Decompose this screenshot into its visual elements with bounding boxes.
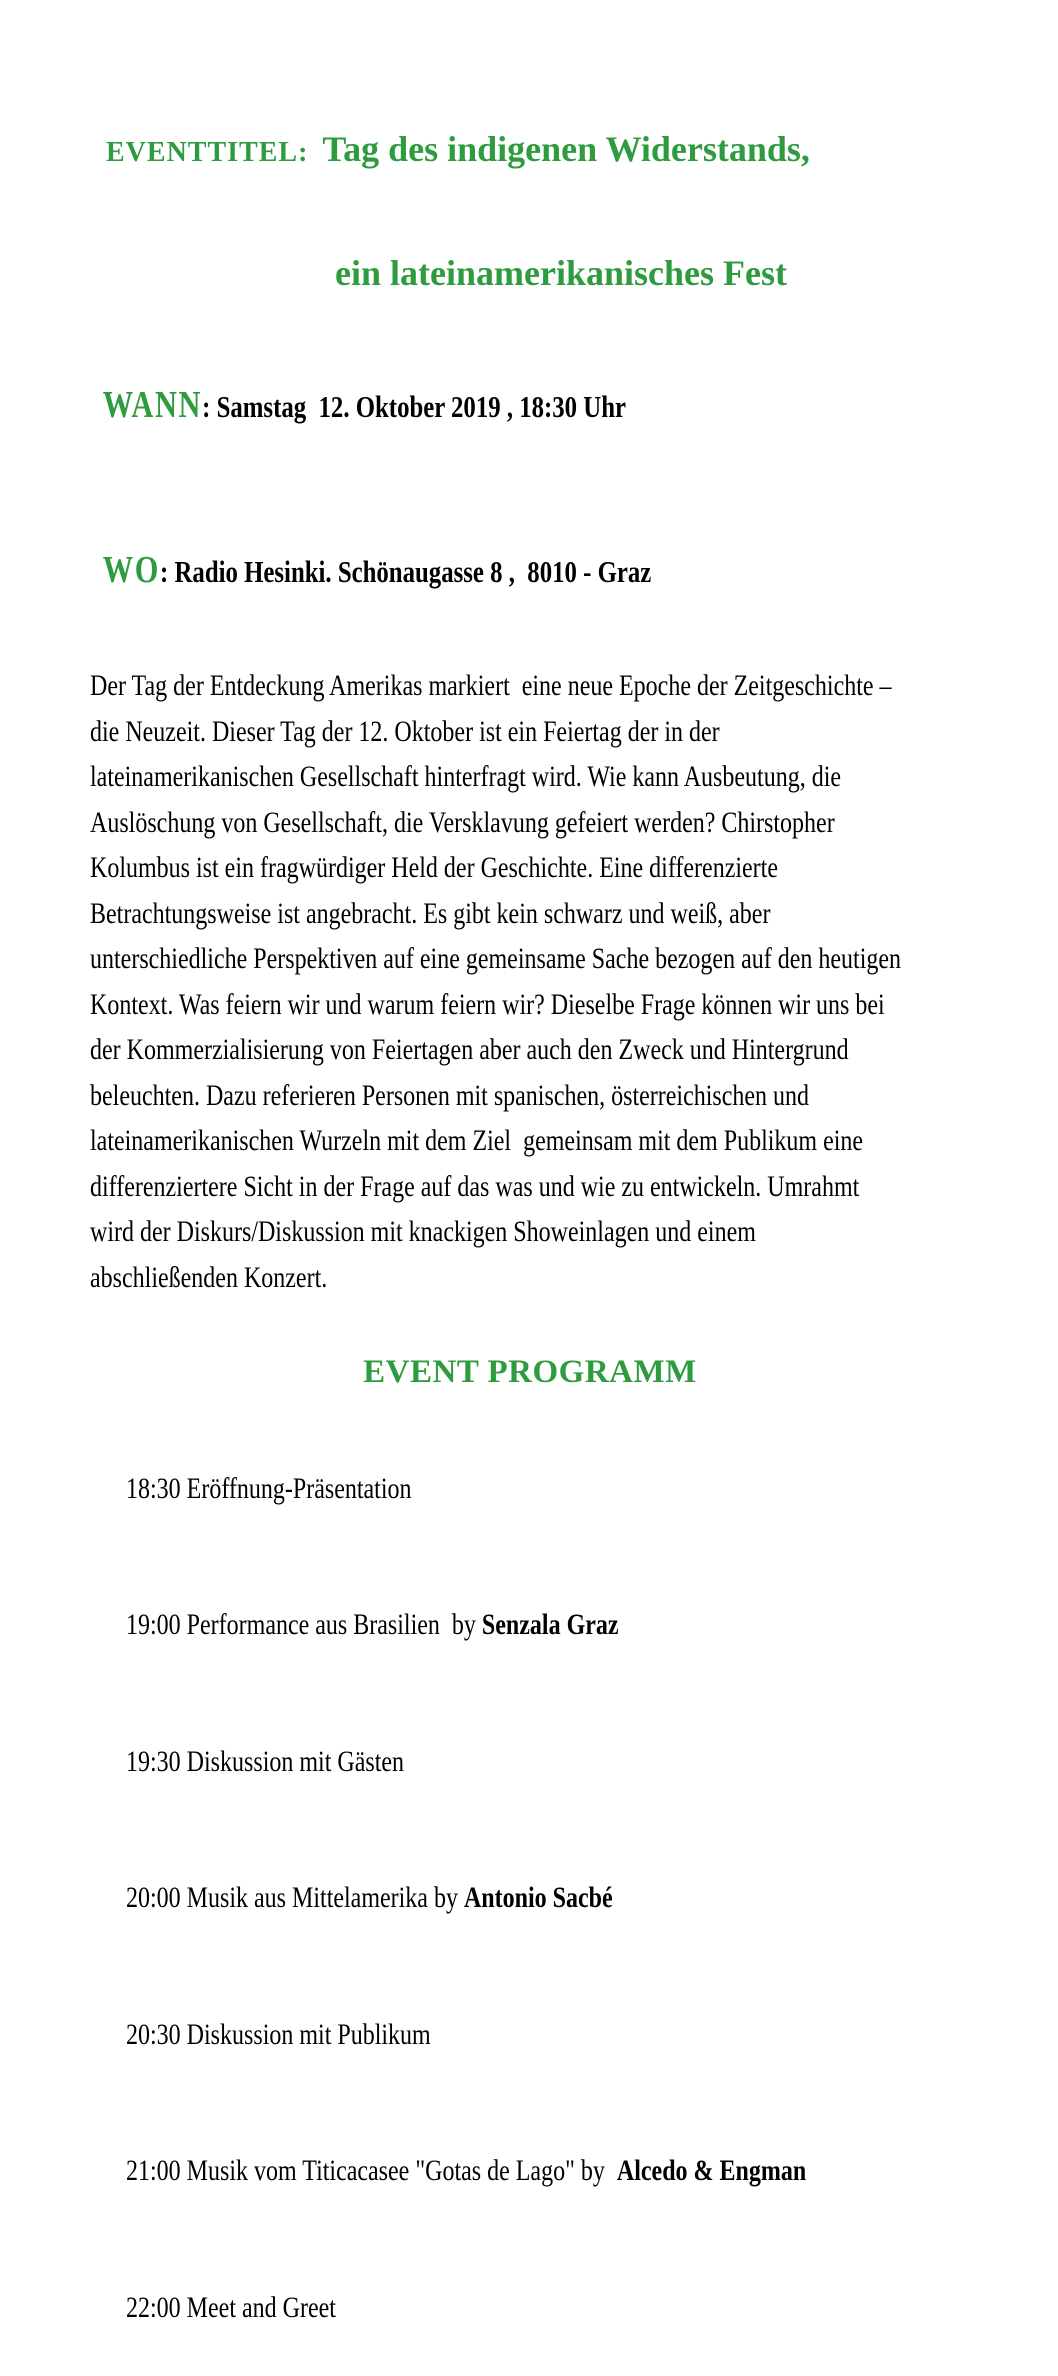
program-item (90, 2239, 864, 2376)
event-title-subtitle: ein lateinamerikanisches Fest (335, 253, 787, 293)
description-line: die Neuzeit. Dieser Tag der 12. Oktober ist ein Feiertag der in der (90, 714, 720, 748)
program-text: Performance aus Brasilien by (180, 1608, 482, 1641)
description-line: wird der Diskurs/Diskussion mit knackigen Showeinlagen und einem (90, 1215, 756, 1248)
program-time: 21:00 (126, 2154, 181, 2187)
description-line: Kolumbus ist ein fragwürdiger Held der Geschichte. Eine differenzierte (90, 851, 778, 884)
description-line: differenziertere Sicht in der Frage auf das was und wie zu entwickeln. Umrahmt (90, 1169, 860, 1203)
program-time: 18:30 (126, 1471, 181, 1505)
program-item (90, 1420, 864, 1557)
description-line: Kontext. Was feiern wir und warum feiern wir? Dieselbe Frage können wir uns bei (90, 987, 885, 1021)
program-text: Eröffnung-Präsentation (180, 1471, 412, 1505)
description-line: lateinamerikanischen Gesellschaft hinterfragt wird. Wie kann Ausbeutung, die (90, 760, 842, 793)
where-value: Radio Hesinki. Schönaugasse 8 , 8010 - Graz (168, 554, 652, 589)
program-text: Diskussion mit Publikum (180, 2017, 431, 2051)
program-item (90, 2103, 864, 2240)
program-time: 19:30 (126, 1744, 181, 1778)
when-value: Samstag 12. Oktober 2019 , 18:30 Uhr (210, 389, 627, 424)
event-title-row (90, 80, 1058, 226)
program-time: 22:00 (126, 2290, 181, 2324)
description-line: der Kommerzialisierung von Feiertagen aber auch den Zweck und Hintergrund (90, 1033, 849, 1066)
program-artist: Senzala Graz (481, 1608, 619, 1641)
program-text: Musik aus Mittelamerika by (180, 1881, 464, 1914)
description-line: Der Tag der Entdeckung Amerikas markiert eine neue Epoche der Zeitgeschichte – (90, 669, 892, 702)
description-line: unterschiedliche Perspektiven auf eine gemeinsame Sache bezogen auf den heutigen (90, 942, 902, 975)
description-line: beleuchten. Dazu referieren Personen mit spanischen, österreichischen und (90, 1078, 810, 1112)
where-label: WO (102, 549, 161, 591)
where-separator: : (160, 554, 169, 589)
program-text: Diskussion mit Gästen (180, 1744, 405, 1778)
program-heading: EVENT PROGRAMM (363, 1354, 697, 1390)
when-label: WANN (102, 384, 203, 426)
program-item (90, 1966, 864, 2103)
description-line: lateinamerikanischen Wurzeln mit dem Ziel gemeinsam mit dem Publikum eine (90, 1124, 864, 1157)
program-text: Meet and Greet (180, 2290, 336, 2324)
description-line: abschließenden Konzert. (90, 1260, 328, 1294)
event-title-label: EVENTTITEL: (106, 137, 309, 168)
when-separator: : (202, 389, 211, 424)
where-row (90, 501, 864, 647)
program-item (90, 1830, 864, 1967)
description-line: Auslöschung von Gesellschaft, die Versklavung gefeiert werden? Chirstopher (90, 805, 835, 839)
program-time: 19:00 (126, 1608, 181, 1641)
program-artist: Antonio Sacbé (463, 1881, 613, 1914)
when-row (90, 336, 864, 482)
program-item (90, 1557, 864, 1694)
program-text: Musik vom Titicacasee "Gotas de Lago" by (180, 2154, 617, 2187)
program-time: 20:30 (126, 2017, 181, 2051)
program-time: 20:00 (126, 1881, 181, 1914)
program-artist: Alcedo & Engman (616, 2154, 807, 2187)
event-description (90, 663, 1058, 1300)
description-line: Betrachtungsweise ist angebracht. Es gibt kein schwarz und weiß, aber (90, 896, 771, 930)
program-item (90, 1693, 864, 1830)
event-title-main: Tag des indigenen Widerstands, (322, 129, 810, 169)
program-list (90, 1420, 1058, 2376)
